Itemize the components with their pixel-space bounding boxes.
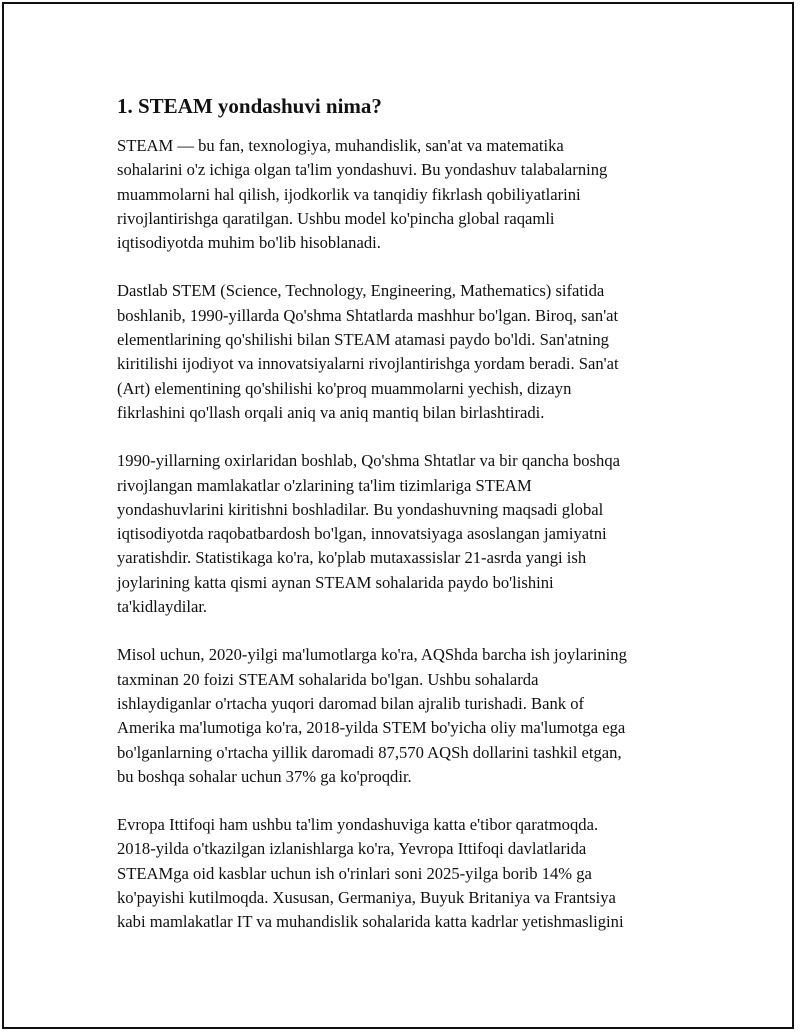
text-line: iqtisodiyotda raqobatbardosh bo'lgan, innovatsiyaga asoslangan jamiyatni bbox=[117, 524, 607, 544]
paragraph-1 bbox=[117, 134, 697, 255]
text-line: fikrlashini qo'llash orqali aniq va aniq mantiq bilan birlashtiradi. bbox=[117, 402, 545, 422]
text-line: bo'lganlarning o'rtacha yillik daromadi 87,570 AQSh dollarini tashkil etgan, bbox=[117, 742, 622, 762]
text-line: STEAM — bu fan, texnologiya, muhandislik, san'at va matematika bbox=[117, 136, 564, 155]
text-line: STEAMga oid kasblar uchun ish o'rinlari soni 2025-yilga borib 14% ga bbox=[117, 863, 592, 883]
text-line: boshlanib, 1990-yillarda Qo'shma Shtatlarda mashhur bo'lgan. Biroq, san'at bbox=[117, 305, 619, 325]
text-line: elementlarining qo'shilishi bilan STEAM atamasi paydo bo'ldi. San'atning bbox=[117, 330, 609, 350]
text-line: ishlaydiganlar o'rtacha yuqori daromad bilan ajralib turishadi. Bank of bbox=[117, 693, 585, 713]
text-line: rivojlantirishga qaratilgan. Ushbu model ko'pincha global raqamli bbox=[117, 208, 555, 228]
text-line: joylarining katta qismi aynan STEAM sohalarida paydo bo'lishini bbox=[117, 572, 554, 592]
text-line: muammolarni hal qilish, ijodkorlik va tanqidiy fikrlash qobiliyatlarini bbox=[117, 184, 581, 204]
text-line: 1990-yillarning oxirlaridan boshlab, Qo'shma Shtatlar va bir qancha boshqa bbox=[117, 451, 620, 471]
paragraph-5 bbox=[117, 813, 697, 934]
text-line: taxminan 20 foizi STEAM sohalarida bo'lgan. Ushbu sohalarda bbox=[117, 669, 539, 689]
text-line: rivojlangan mamlakatlar o'zlarining ta'lim tizimlariga STEAM bbox=[117, 475, 532, 495]
text-line: Amerika ma'lumotiga ko'ra, 2018-yilda STEM bo'yicha oliy ma'lumotga ega bbox=[117, 718, 626, 738]
paragraph-4 bbox=[117, 643, 697, 789]
text-line: Dastlab STEM (Science, Technology, Engineering, Mathematics) sifatida bbox=[117, 281, 605, 301]
text-line: sohalarini o'z ichiga olgan ta'lim yondashuvi. Bu yondashuv talabalarning bbox=[117, 160, 608, 180]
text-line: bu boshqa sohalar uchun 37% ga ko'proqdir. bbox=[117, 766, 412, 786]
text-line: kiritilishi ijodiyot va innovatsiyalarni rivojlantirishga yordam beradi. San'at bbox=[117, 354, 619, 374]
document-body bbox=[117, 92, 697, 959]
text-line: Evropa Ittifoqi ham ushbu ta'lim yondashuviga katta e'tibor qaratmoqda. bbox=[117, 815, 599, 835]
text-line: yaratishdir. Statistikaga ko'ra, ko'plab mutaxassislar 21-asrda yangi ish bbox=[117, 548, 587, 568]
text-line: iqtisodiyotda muhim bo'lib hisoblanadi. bbox=[117, 233, 381, 253]
text-line: ko'payishi kutilmoqda. Xususan, Germaniya, Buyuk Britaniya va Frantsiya bbox=[117, 888, 616, 908]
paragraph-3 bbox=[117, 449, 697, 619]
paragraph-2 bbox=[117, 279, 697, 425]
text-line: ta'kidlaydilar. bbox=[117, 597, 208, 617]
text-line: (Art) elementining qo'shilishi ko'proq muammolarni yechish, dizayn bbox=[117, 378, 572, 398]
text-line: Misol uchun, 2020-yilgi ma'lumotlarga ko'ra, AQShda barcha ish joylarining bbox=[117, 645, 627, 665]
text-line: yondashuvlarini kiritishni boshladilar. Bu yondashuvning maqsadi global bbox=[117, 499, 604, 519]
text-line: kabi mamlakatlar IT va muhandislik sohalarida katta kadrlar yetishmasligini bbox=[117, 912, 624, 932]
section-heading: 1. STEAM yondashuvi nima? bbox=[117, 94, 382, 118]
text-line: 2018-yilda o'tkazilgan izlanishlarga ko'ra, Yevropa Ittifoqi davlatlarida bbox=[117, 839, 587, 859]
